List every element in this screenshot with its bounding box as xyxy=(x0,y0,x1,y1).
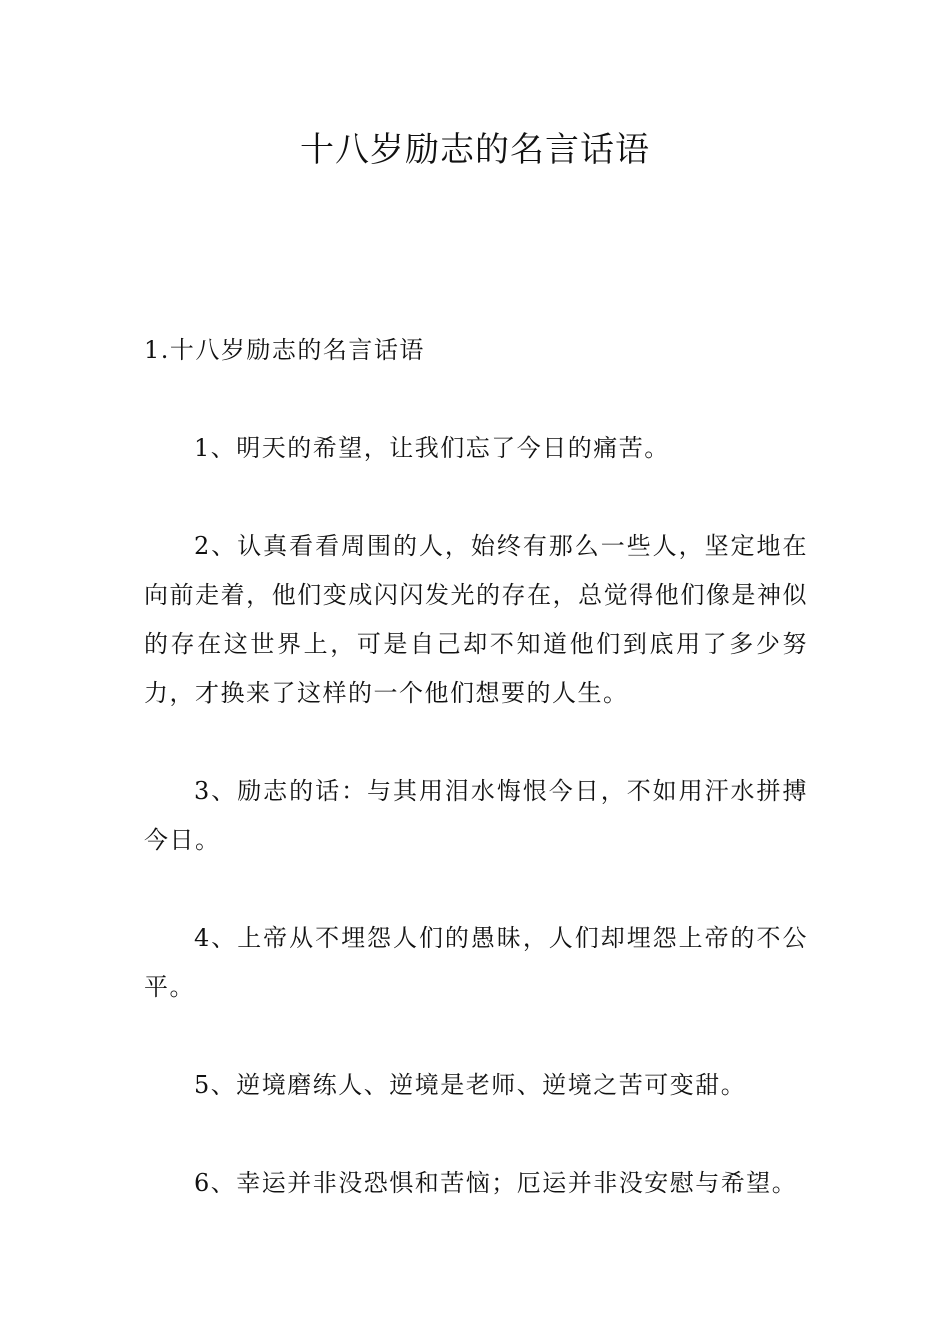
document-title: 十八岁励志的名言话语 xyxy=(300,130,650,170)
quote-item-1: 1、明天的希望，让我们忘了今日的痛苦。 xyxy=(194,434,670,462)
quote-item-4: 4、上帝从不埋怨人们的愚昧，人们却埋怨上帝的不公平。 xyxy=(144,924,808,1001)
quote-item-2: 2、认真看看周围的人，始终有那么一些人，坚定地在向前走着，他们变成闪闪发光的存在，总觉得他们像是神似的存在这世界上，可是自己却不知道他们到底用了多少努力，才换来了这样的一个他们想要的人生。 xyxy=(144,532,808,707)
section-heading: 1.十八岁励志的名言话语 xyxy=(144,336,425,364)
quote-item-6: 6、幸运并非没恐惧和苦恼；厄运并非没安慰与希望。 xyxy=(194,1169,798,1197)
document-body xyxy=(144,326,808,1257)
quote-item-3: 3、励志的话：与其用泪水悔恨今日，不如用汗水拼搏今日。 xyxy=(144,777,808,854)
quote-item-5: 5、逆境磨练人、逆境是老师、逆境之苦可变甜。 xyxy=(194,1071,747,1099)
